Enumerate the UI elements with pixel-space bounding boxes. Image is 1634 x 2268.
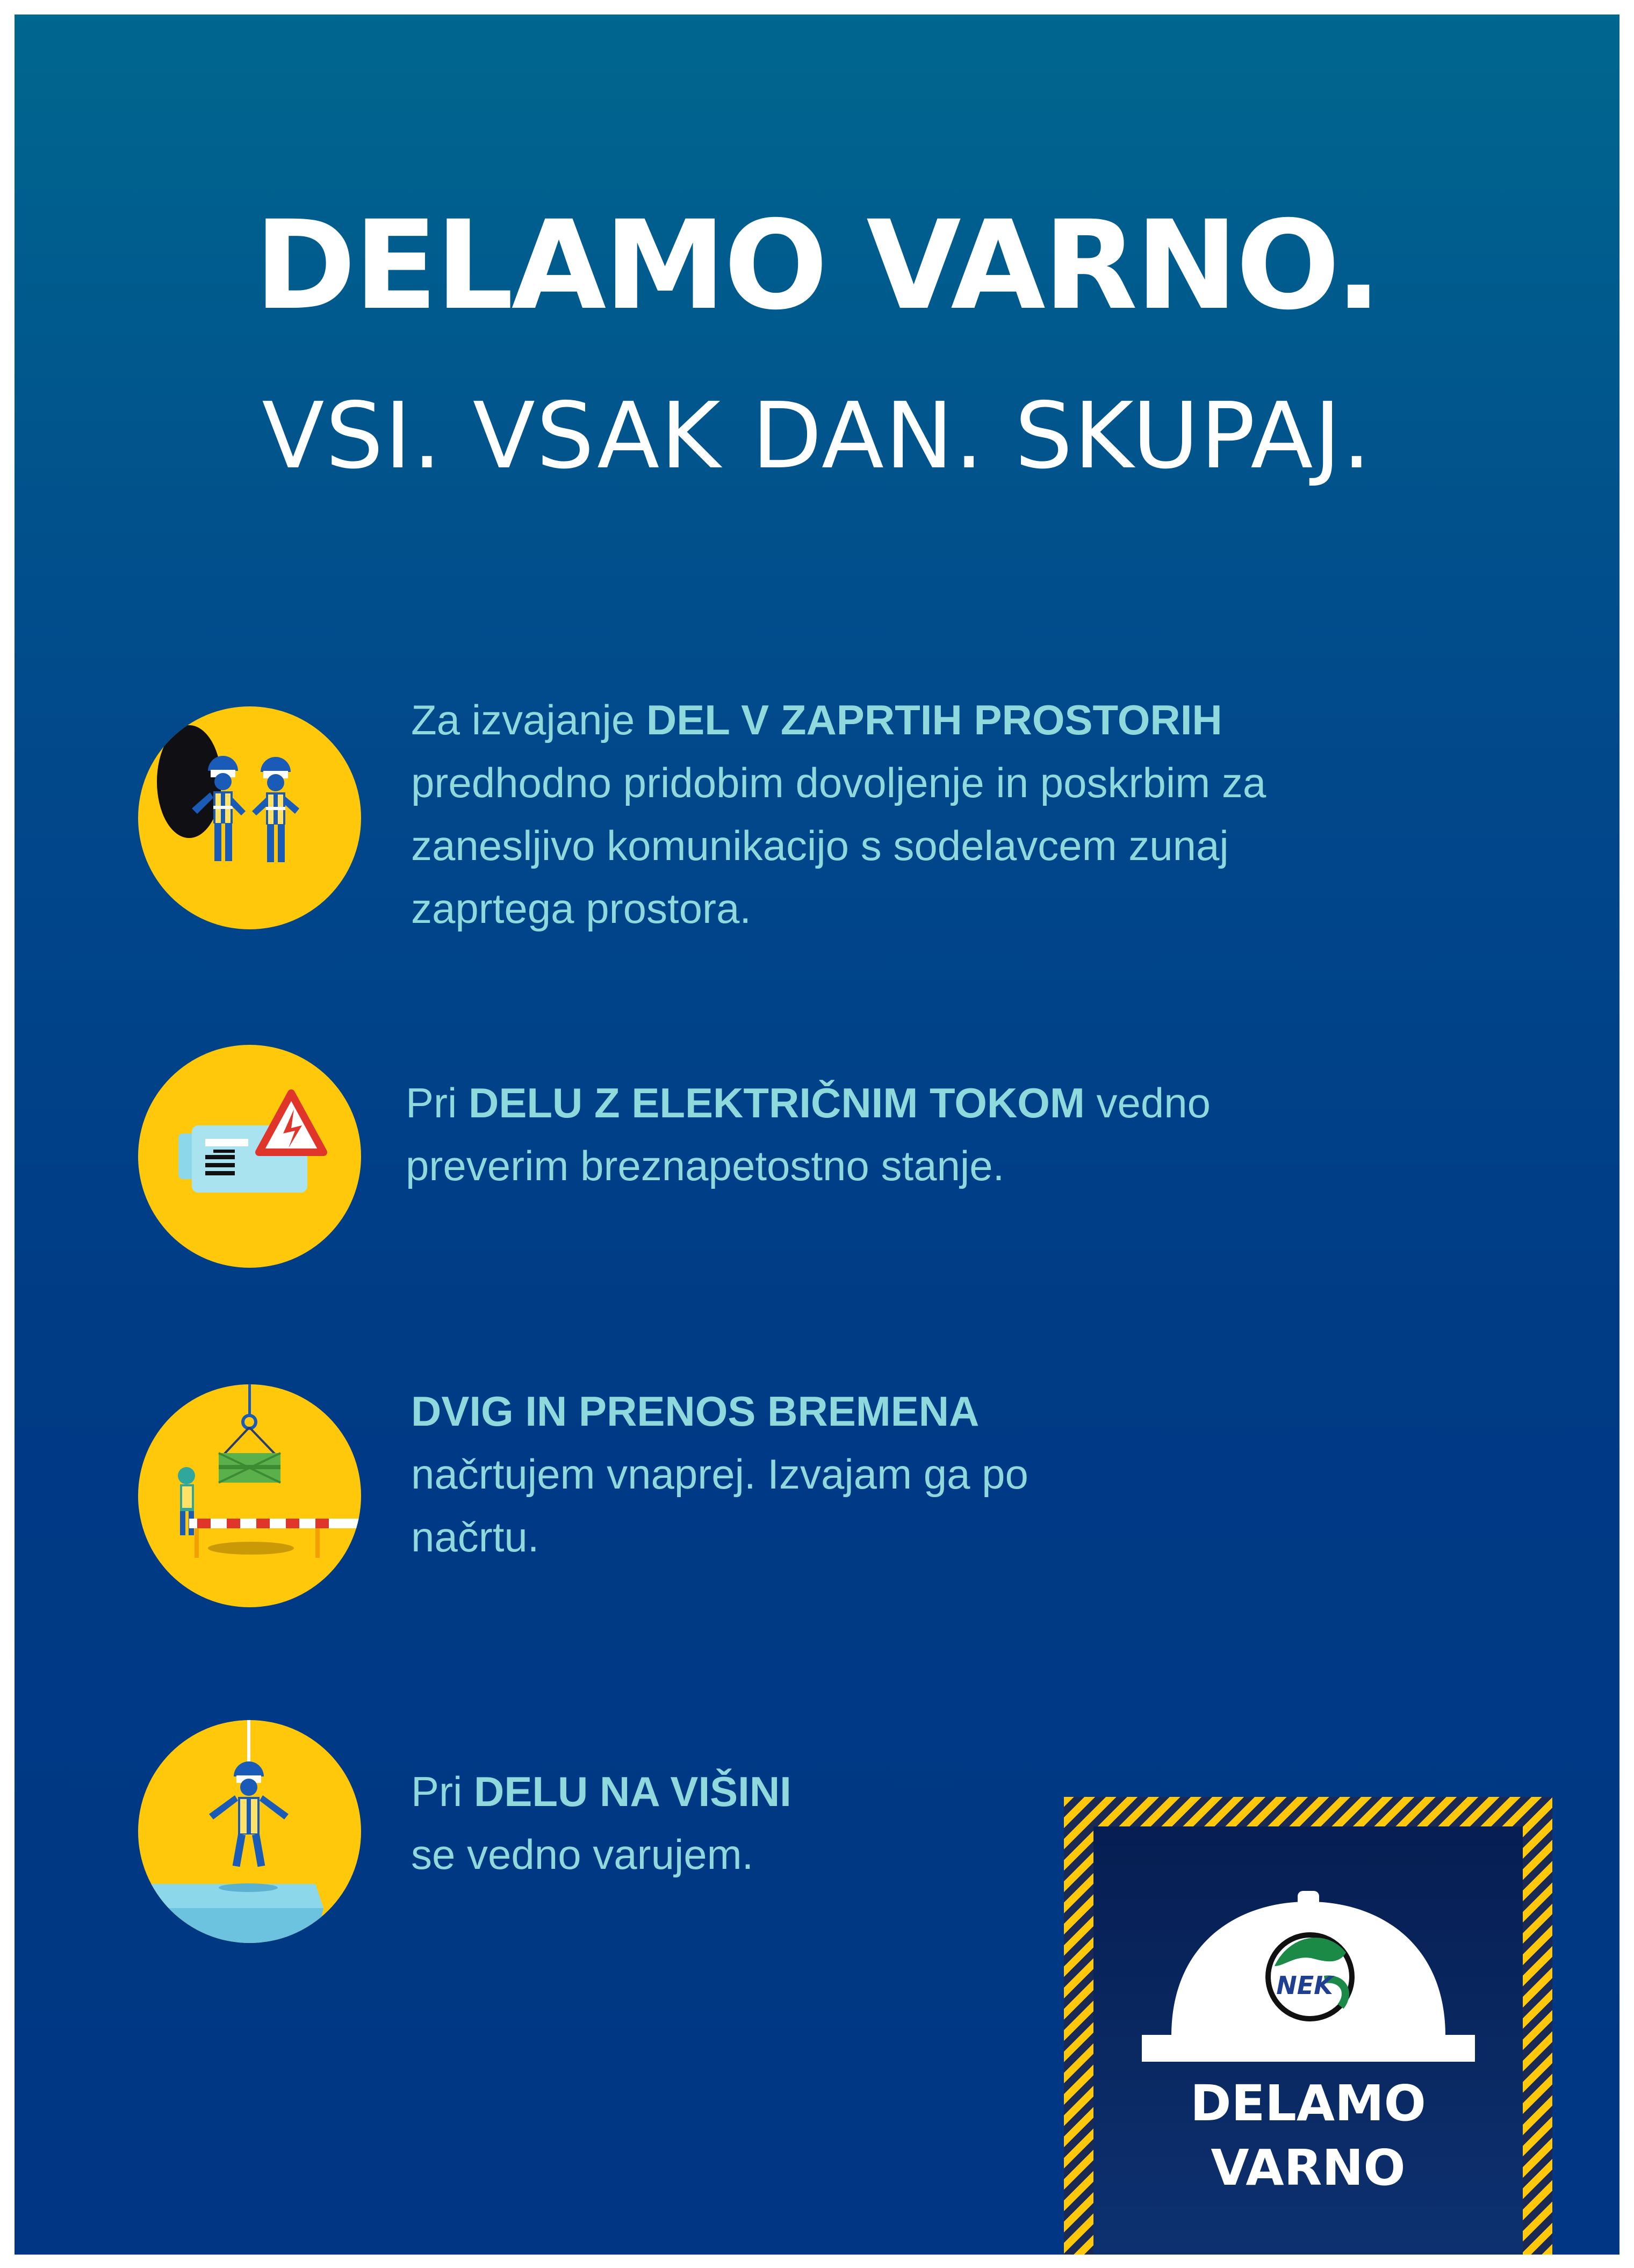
helmet-icon bbox=[1134, 1891, 1483, 2068]
safety-rule-text: DVIG IN PRENOS BREMENA načrtujem vnaprej. Izvajam ga po načrtu. bbox=[411, 1388, 1028, 1561]
safety-rule-text: Pri DELU Z ELEKTRIČNIM TOKOM vedno preverim breznapetostno stanje. bbox=[406, 1079, 1211, 1189]
safety-rule-text: Pri DELU NA VIŠINI se vedno varujem. bbox=[411, 1768, 791, 1878]
poster bbox=[15, 15, 1619, 2255]
poster-subtitle: VSI. VSAK DAN. SKUPAJ. bbox=[262, 383, 1372, 489]
poster-title: DELAMO VARNO. bbox=[254, 194, 1380, 337]
logo-line-2: VARNO bbox=[1211, 2139, 1406, 2197]
delamo-varno-logo bbox=[1064, 1797, 1552, 2255]
logo-line-1: DELAMO bbox=[1190, 2075, 1426, 2132]
svg-text:NEK: NEK bbox=[1276, 1971, 1333, 2000]
crane-load-icon bbox=[138, 1384, 361, 1607]
safety-rule-text: Za izvajanje DEL V ZAPRTIH PROSTORIH predhodno pridobim dovoljenje in poskrbim za zanesljivo komunikacijo s sodelavcem zunaj zaprtega prostora. bbox=[411, 696, 1266, 932]
work-at-height-icon bbox=[138, 1720, 361, 1943]
electrical-hazard-icon bbox=[138, 1045, 361, 1268]
confined-space-workers-icon bbox=[138, 706, 361, 929]
logo-panel bbox=[1093, 1826, 1523, 2255]
